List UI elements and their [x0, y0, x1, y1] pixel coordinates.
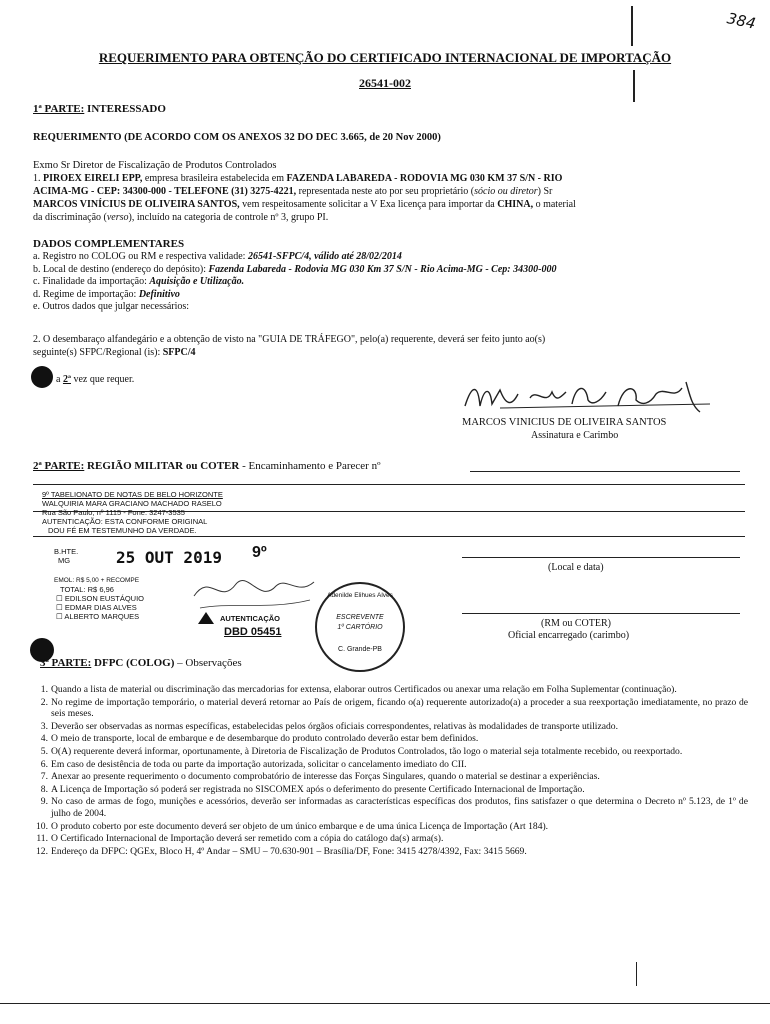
hole-punch-mark: [31, 366, 53, 388]
desembaraco-paragraph: [33, 333, 545, 359]
obs-item: 7. Anexar ao presente requerimento o documento comprobatório de interesse das Forças Singulares, quando o material se destinar a experiências.: [40, 771, 600, 783]
rm-coter-label: (RM ou COTER): [541, 618, 611, 629]
dados-list: [33, 251, 556, 314]
local-data-line: [462, 557, 740, 558]
obs-item: 2. No regime de importação temporário, o material deverá retornar ao País de origem, ficando o(a) requerente autorizado(a) a proceder a sua reexportação imediatamente, no prazo de seis meses.: [40, 696, 748, 720]
dados-d: d. Regime de importação: Definitivo: [33, 288, 180, 300]
dados-c: c. Finalidade da importação: Aquisição e Utilização.: [33, 276, 245, 287]
dados-b: b. Local de destino (endereço do depósito): Fazenda Labareda - Rodovia MG 030 Km 37 S/N - Rio Acima-MG - Cep: 34300-000: [33, 263, 557, 275]
stamp-name-3: ☐ ALBERTO MARQUES: [56, 612, 140, 621]
obs-item: 6. Em caso de desistência de toda ou parte da importação autorizada, solicitar o cancelamento imediato do CII.: [40, 758, 467, 770]
part1-heading: [33, 103, 166, 116]
oficial-line: [462, 613, 740, 614]
handwritten-signature: [460, 376, 720, 418]
dados-heading: DADOS COMPLEMENTARES: [33, 238, 185, 250]
requerimento-line: REQUERIMENTO (DE ACORDO COM OS ANEXOS 32 DO DEC 3.665, de 20 Nov 2000): [33, 132, 441, 143]
stamp-emol: EMOL: R$ 5,00 + RECOMPE: [54, 577, 140, 584]
stamp-line-2: WALQUIRIA MARA GRACIANO MACHADO RASELO: [42, 499, 222, 508]
part1-heading-num: 1ª PARTE:: [33, 103, 85, 115]
part2-rule: [33, 484, 745, 485]
corner-handwritten-number: 384: [725, 9, 758, 33]
seal-line-2: 1º CARTÓRIO: [337, 624, 383, 631]
stamp-line-1: 9º TABELIONATO DE NOTAS DE BELO HORIZONTE: [42, 490, 223, 499]
signature-name: MARCOS VINICIUS DE OLIVEIRA SANTOS: [462, 417, 667, 428]
stamp-city: B.HTE.: [54, 547, 79, 556]
desembaraco-line-1: 2. O desembaraço alfandegário e a obtenção de visto na "GUIA DE TRÁFEGO", pelo(a) requerente, deverá ser feito junto ao(s): [33, 334, 546, 345]
stamp-scribble: [190, 566, 320, 616]
parecer-blank-line: [470, 471, 740, 472]
stamp-line-4: AUTENTICAÇÃO: ESTA CONFORME ORIGINAL: [42, 517, 208, 526]
document-title: REQUERIMENTO PARA OBTENÇÃO DO CERTIFICADO INTERNACIONAL DE IMPORTAÇÃO: [98, 50, 672, 65]
para-line-1: 1. PIROEX EIRELI EPP, empresa brasileira estabelecida em FAZENDA LABAREDA - RODOVIA MG 030 KM 37 S/N - RIO: [33, 173, 563, 184]
desembaraco-line-2: seguinte(s) SFPC/Regional (is): SFPC/4: [33, 347, 196, 358]
stamp-total: TOTAL: R$ 6,96: [60, 585, 114, 594]
stamp-code: DBD 05451: [224, 626, 282, 638]
para-line-4: da discriminação (verso), incluído na categoria de controle nº 3, grupo PI.: [33, 212, 329, 223]
seal-top-text: Adenilde Elihues Alves: [327, 592, 393, 599]
stamp-name-1: ☐ EDILSON EUSTÁQUIO: [56, 594, 144, 603]
salutation: Exmo Sr Diretor de Fiscalização de Produtos Controlados: [33, 160, 277, 171]
notary-authentication-stamp: [40, 488, 340, 658]
notary-round-seal: [315, 582, 405, 672]
obs-item: 9. No caso de armas de fogo, munições e acessórios, deverão ser informadas as características específicas dos produtos, fins satisfazer o que determina o Decreto nº 5.123, de 1º de julho de 2004.: [40, 796, 748, 819]
obs-item: 4. O meio de transporte, local de embarque e de desembarque do produto controlado deverão estar bem definidos.: [40, 733, 479, 745]
document-number: 26541-002: [359, 76, 411, 90]
obs-item: 8. A Licença de Importação só poderá ser registrada no SISCOMEX após o deferimento do presente Certificado Internacional de Importação.: [40, 783, 585, 795]
stamp-ordinal: 9º: [252, 544, 267, 561]
para-line-2: ACIMA-MG - CEP: 34300-000 - TELEFONE (31) 3275-4221, representada neste ato por seu proprietário (sócio ou diretor) Sr: [33, 186, 553, 197]
dados-a: a. Registro no COLOG ou RM e respectiva validade: 26541-SFPC/4, válido até 28/02/2014: [33, 251, 402, 262]
stamp-line-5: DOU FÉ EM TESTEMUNHO DA VERDADE.: [48, 526, 197, 535]
stamp-line-3: Rua São Paulo, nº 1115 - Fone: 3247-3535: [42, 508, 185, 517]
seal-line-3: C. Grande-PB: [338, 646, 382, 653]
stamp-autenticacao: AUTENTICAÇÃO: [220, 614, 280, 623]
stamp-name-2: ☐ EDMAR DIAS ALVES: [56, 603, 137, 612]
part1-heading-text: INTERESSADO: [87, 103, 166, 115]
obs-item: 5. O(A) requerente deverá informar, oportunamente, à Diretoria de Fiscalização de Produtos Controlados, tão logo o material seja totalmente recebido, ou reexportado.: [40, 745, 683, 757]
oficial-label: Oficial encarregado (carimbo): [508, 630, 630, 641]
stamp-state: MG: [58, 556, 71, 565]
stamp-date: 25 OUT 2019: [116, 548, 222, 567]
dados-e: e. Outros dados que julgar necessários:: [33, 301, 190, 312]
vez-que-requer: a 2ª vez que requer.: [56, 374, 135, 385]
observations-list: [32, 684, 748, 858]
signature-caption: Assinatura e Carimbo: [531, 430, 619, 441]
obs-item: 1. Quando a lista de material ou discriminação das mercadorias for extensa, elaborar outros Certificados ou anexar uma relação em Folha Suplementar (continuação).: [40, 684, 677, 695]
vertical-mark: [631, 6, 633, 46]
para-line-3: MARCOS VINÍCIUS DE OLIVEIRA SANTOS, vem respeitosamente solicitar a V Exa licença para importar da CHINA, o material: [33, 199, 576, 210]
part2-heading: 2ª PARTE: REGIÃO MILITAR ou COTER - Encaminhamento e Parecer nº: [33, 460, 381, 472]
bottom-rule: [0, 1003, 770, 1004]
obs-item: 10. O produto coberto por este documento deverá ser objeto de um único embarque e de uma única Licença de Importação (Art 184).: [36, 820, 549, 832]
obs-item: 12. Endereço da DFPC: QGEx, Bloco H, 4º Andar – SMU – 70.630-901 – Brasília/DF, Fone: 3415 4278/4392, Fax: 3415 5669.: [36, 845, 527, 857]
vertical-mark: [636, 962, 637, 986]
obs-item: 11. O Certificado Internacional de Importação deverá ser remetido com a cópia do catálogo da(s) arma(s).: [36, 833, 444, 845]
part3-heading: 3ª PARTE: DFPC (COLOG) – Observações: [40, 657, 242, 669]
seal-line-1: ESCREVENTE: [336, 614, 384, 621]
local-data-label: (Local e data): [548, 562, 604, 573]
obs-item: 3. Deverão ser observadas as normas específicas, estabelecidas pelos órgãos oficiais correspondentes, relativas às modalidades de transporte utilizado.: [40, 720, 618, 732]
interessado-paragraph: [33, 172, 753, 224]
